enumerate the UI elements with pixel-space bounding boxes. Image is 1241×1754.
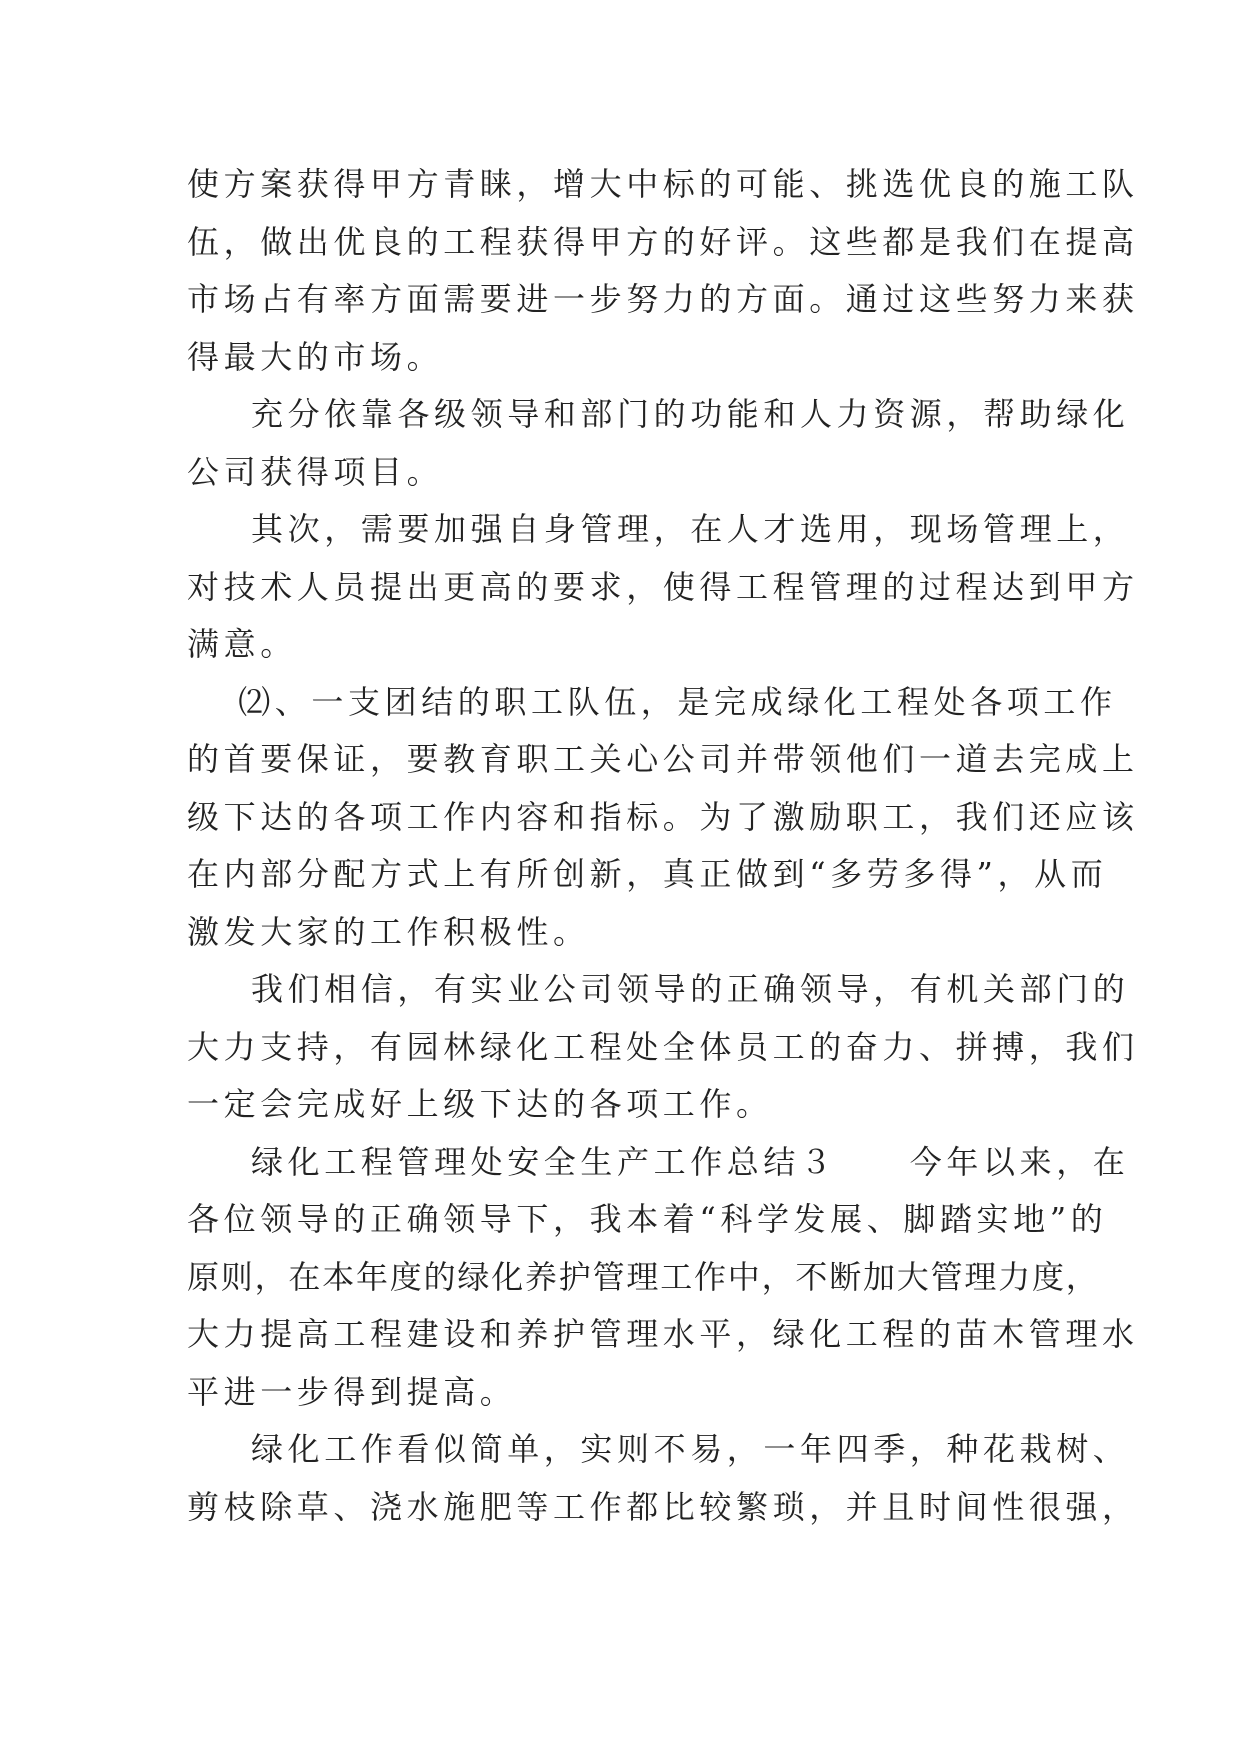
text-line: 得最大的市场。 xyxy=(187,337,444,376)
text-line: 级下达的各项工作内容和指标。为了激励职工，我们还应该 xyxy=(187,797,1139,836)
text-line: 各位领导的正确领导下，我本着“科学发展、脚踏实地”的 xyxy=(187,1200,1108,1238)
text-line: 剪枝除草、浇水施肥等工作都比较繁琐，并且时间性很强， xyxy=(187,1487,1139,1526)
text-line: 原则，在本年度的绿化养护管理工作中，不断加大管理力度， xyxy=(187,1257,1100,1296)
text-line: 激发大家的工作积极性。 xyxy=(187,912,590,951)
text-line: 大力支持，有园林绿化工程处全体员工的奋力、拼搏，我们 xyxy=(187,1027,1139,1066)
paragraph-3 xyxy=(187,501,1139,674)
text-line: ⑵、一支团结的职工队伍，是完成绿化工程处各项工作 xyxy=(238,682,1117,721)
text-line: 大力提高工程建设和养护管理水平，绿化工程的苗木管理水 xyxy=(187,1315,1139,1353)
text-line: 对技术人员提出更高的要求，使得工程管理的过程达到甲方 xyxy=(187,567,1139,606)
text-line: 平进一步得到提高。 xyxy=(187,1372,517,1411)
text-line: 我们相信，有实业公司领导的正确领导，有机关部门的 xyxy=(251,970,1130,1008)
text-line: 在内部分配方式上有所创新，真正做到“多劳多得”，从而 xyxy=(187,855,1108,893)
text-line: 绿化工作看似简单，实则不易，一年四季，种花栽树、 xyxy=(251,1430,1130,1468)
text-line: 其次，需要加强自身管理，在人才选用，现场管理上， xyxy=(251,510,1130,548)
paragraph-2 xyxy=(187,386,1130,501)
document-body xyxy=(187,156,1139,1536)
text-line: 使方案获得甲方青睐，增大中标的可能、挑选优良的施工队 xyxy=(187,165,1139,203)
paragraph-6 xyxy=(187,1134,1139,1422)
text-line: 的首要保证，要教育职工关心公司并带领他们一道去完成上 xyxy=(187,740,1139,778)
text-line: 一定会完成好上级下达的各项工作。 xyxy=(187,1085,773,1123)
text-line: 充分依靠各级领导和部门的功能和人力资源，帮助绿化 xyxy=(251,395,1130,433)
paragraph-7 xyxy=(187,1421,1139,1536)
text-line: 满意。 xyxy=(187,625,297,663)
text-line: 市场占有率方面需要进一步努力的方面。通过这些努力来获 xyxy=(187,280,1139,318)
paragraph-5 xyxy=(187,961,1139,1134)
text-line: 公司获得项目。 xyxy=(187,452,444,491)
text-line: 伍，做出优良的工程获得甲方的好评。这些都是我们在提高 xyxy=(187,222,1139,261)
text-line: 绿化工程管理处安全生产工作总结３ 今年以来，在 xyxy=(251,1142,1130,1181)
paragraph-4 xyxy=(187,674,1139,962)
paragraph-1 xyxy=(187,156,1139,386)
